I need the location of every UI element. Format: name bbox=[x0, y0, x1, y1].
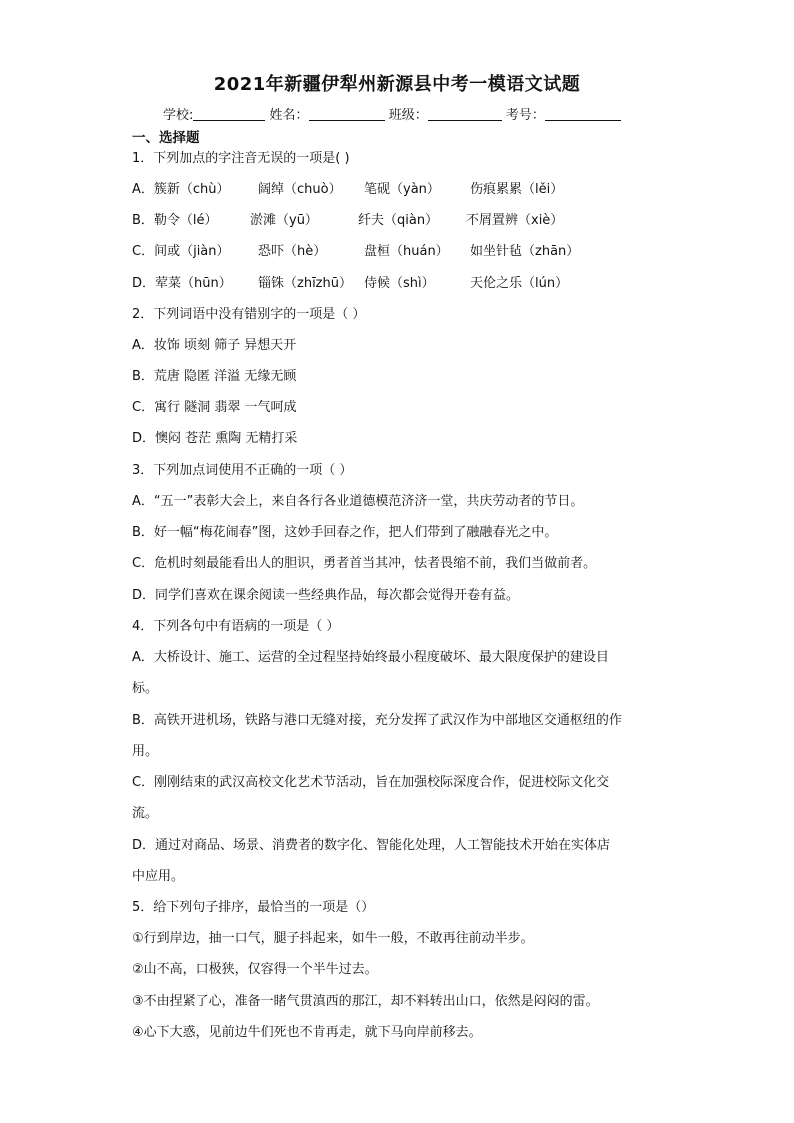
q3-option-d: D．同学们喜欢在课余阅读一些经典作品，每次都会觉得开卷有益。 bbox=[132, 588, 520, 603]
q1-b-1: B．勒令（lé） bbox=[132, 213, 218, 228]
school-label: 学校: bbox=[163, 108, 194, 123]
q4-option-d-line2: 中应用。 bbox=[132, 869, 185, 884]
q1-d-4: 天伦之乐（lún） bbox=[470, 276, 569, 291]
q4-option-d-line1: D．通过对商品、场景、消费者的数字化、智能化处理，人工智能技术开始在实体店 bbox=[132, 838, 611, 853]
q5-sentence-2: ②山不高，口极狭，仅容得一个半牛过去。 bbox=[132, 962, 378, 977]
q2-option-a: A．妆饰 顷刻 筛子 异想天开 bbox=[132, 338, 297, 353]
q4-option-a-line1: A．大桥设计、施工、运营的全过程坚持始终最小程度破坏、最大限度保护的建设目 bbox=[132, 650, 609, 665]
q2-option-b: B．荒唐 隐匿 洋溢 无缘无顾 bbox=[132, 369, 297, 384]
q1-c-1: C．间或（jiàn） bbox=[132, 244, 230, 259]
q5-sentence-4: ④心下大惑，见前边牛们死也不肯再走，就下马向岸前移去。 bbox=[132, 1025, 482, 1040]
q3-option-a: A．“五一”表彰大会上，来自各行各业道德模范济济一堂，共庆劳动者的节日。 bbox=[132, 494, 584, 509]
q1-a-1: A．簇新（chù） bbox=[132, 182, 230, 197]
q5-sentence-1: ①行到岸边，抽一口气，腿子抖起来，如牛一般，不敢再往前动半步。 bbox=[132, 931, 534, 946]
q4-option-c-line2: 流。 bbox=[132, 806, 159, 821]
q1-b-3: 纤夫（qiàn） bbox=[358, 213, 439, 228]
q3-option-b: B．好一幅“梅花闹春”图，这妙手回春之作，把人们带到了融融春光之中。 bbox=[132, 525, 558, 540]
exam-no-label: 考号： bbox=[505, 108, 545, 123]
school-blank[interactable] bbox=[193, 108, 265, 121]
section-heading: 一、选择题 bbox=[132, 130, 200, 146]
q4-option-b-line2: 用。 bbox=[132, 744, 159, 759]
q5-sentence-3: ③不由捏紧了心，准备一睹气贯滇西的那江，却不料转出山口，依然是闷闷的雷。 bbox=[132, 994, 599, 1009]
class-label: 班级： bbox=[388, 108, 428, 123]
q1-c-2: 恐吓（hè） bbox=[258, 244, 327, 259]
name-blank[interactable] bbox=[309, 108, 385, 121]
q5-stem: 5．给下列句子排序，最恰当的一项是（） bbox=[132, 900, 375, 915]
q4-option-b-line1: B．高铁开进机场，铁路与港口无缝对接，充分发挥了武汉作为中部地区交通枢纽的作 bbox=[132, 713, 622, 728]
q1-c-3: 盘桓（huán） bbox=[364, 244, 449, 259]
q1-option-c bbox=[132, 244, 672, 260]
q1-b-2: 淤滩（yū） bbox=[250, 213, 318, 228]
student-info-line bbox=[163, 104, 621, 123]
exam-no-blank[interactable] bbox=[545, 108, 621, 121]
q2-option-c: C．寓行 隧洞 翡翠 一气呵成 bbox=[132, 400, 297, 415]
q1-option-b bbox=[132, 213, 672, 229]
q3-stem: 3．下列加点词使用不正确的一项（ ） bbox=[132, 463, 353, 478]
q1-d-3: 侍候（shì） bbox=[364, 276, 435, 291]
q1-d-2: 锱铢（zhīzhū） bbox=[258, 276, 352, 291]
q2-option-d: D．懊闷 苍茫 熏陶 无精打采 bbox=[132, 431, 298, 446]
q1-c-4: 如坐针毡（zhān） bbox=[470, 244, 580, 259]
q1-option-a bbox=[132, 182, 672, 198]
q2-stem: 2．下列词语中没有错别字的一项是（ ） bbox=[132, 307, 366, 322]
q1-a-4: 伤痕累累（lěi） bbox=[470, 182, 564, 197]
q1-stem: 1．下列加点的字注音无误的一项是( ) bbox=[132, 151, 350, 166]
q4-option-c-line1: C．刚刚结束的武汉高校文化艺术节活动，旨在加强校际深度合作，促进校际文化交 bbox=[132, 775, 610, 790]
q4-stem: 4．下列各句中有语病的一项是（ ） bbox=[132, 619, 340, 634]
q3-option-c: C．危机时刻最能看出人的胆识，勇者首当其冲，怯者畏缩不前，我们当做前者。 bbox=[132, 556, 597, 571]
q1-a-2: 阔绰（chuò） bbox=[258, 182, 342, 197]
class-blank[interactable] bbox=[428, 108, 502, 121]
q1-b-4: 不屑置辨（xiè） bbox=[466, 213, 564, 228]
exam-title: 2021年新疆伊犁州新源县中考一模语文试题 bbox=[213, 74, 581, 95]
q1-a-3: 笔砚（yàn） bbox=[364, 182, 440, 197]
name-label: 姓名： bbox=[269, 108, 309, 123]
q1-option-d bbox=[132, 276, 672, 292]
q4-option-a-line2: 标。 bbox=[132, 681, 159, 696]
q1-d-1: D．荤菜（hūn） bbox=[132, 276, 232, 291]
